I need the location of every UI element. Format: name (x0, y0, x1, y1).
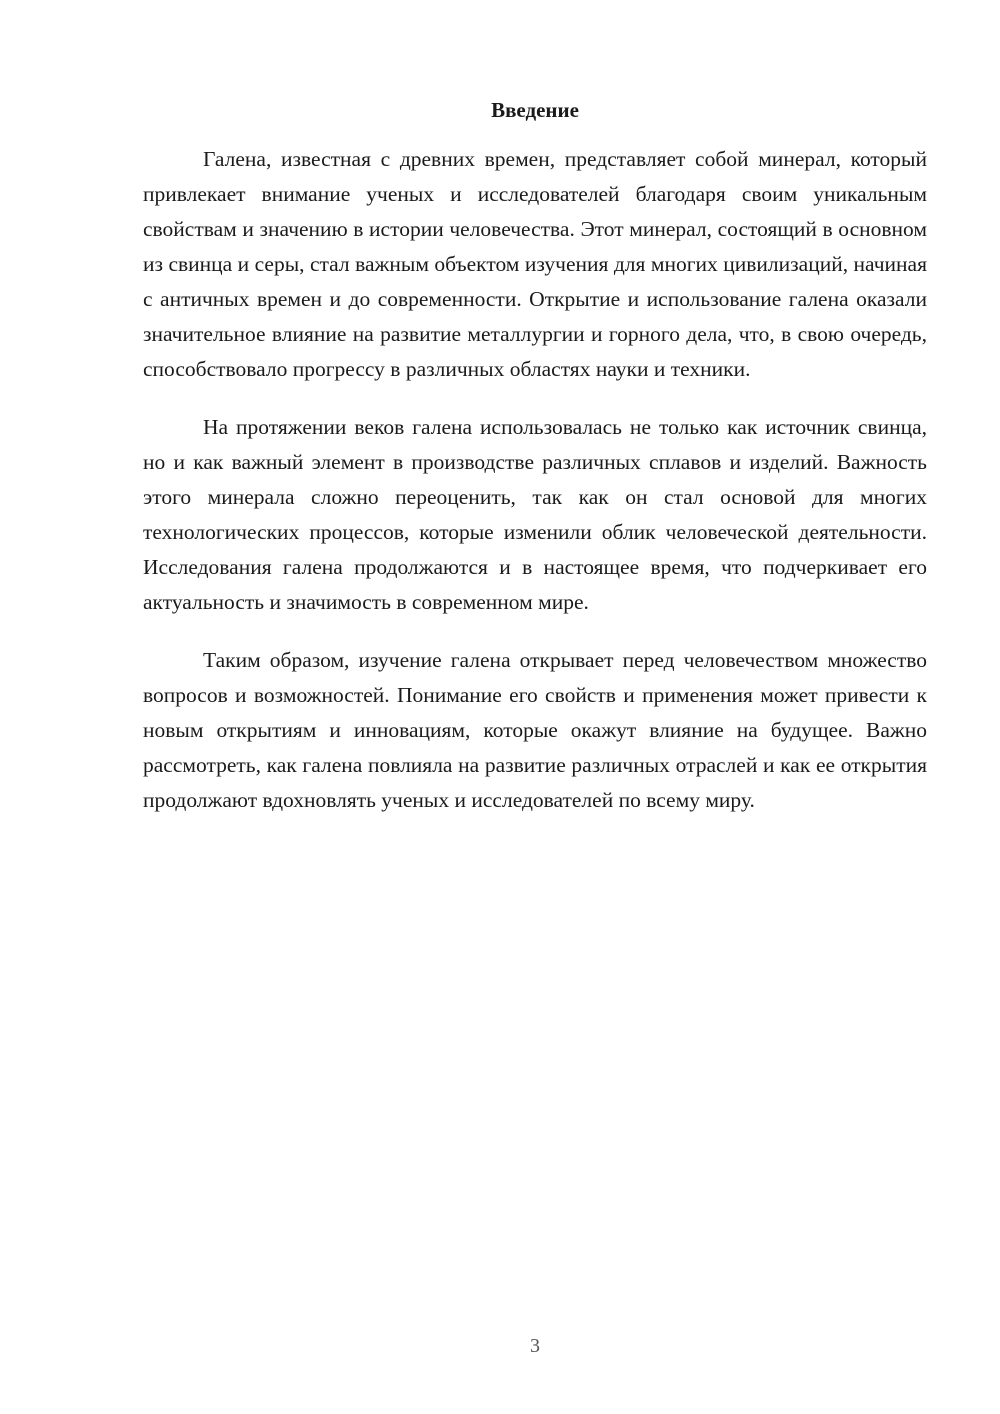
page-number: 3 (530, 1335, 540, 1357)
paragraph-3: Таким образом, изучение галена открывает перед человечеством множество вопросов и возможностей. Понимание его свойств и применения может привести к новым открытиям и инновациям, которые окажут влияние на будущее. Важно рассмотреть, как галена повлияла на развитие различных отраслей и как ее открытия продолжают вдохновлять ученых и исследователей по всему миру. (143, 648, 927, 812)
page-title: Введение (491, 98, 579, 122)
paragraph-2: На протяжении веков галена использовалась не только как источник свинца, но и как важный элемент в производстве различных сплавов и изделий. Важность этого минерала сложно переоценить, так как он стал основой для многих технологических процессов, которые изменили облик человеческой деятельности. Исследования галена продолжаются и в настоящее время, что подчеркивает его актуальность и значимость в современном мире. (143, 415, 927, 614)
page-content (143, 96, 927, 841)
paragraph-1: Галена, известная с древних времен, представляет собой минерал, который привлекает внимание ученых и исследователей благодаря своим уникальным свойствам и значению в истории человечества. Этот минерал, состоящий в основном из свинца и серы, стал важным объектом изучения для многих цивилизаций, начиная с античных времен и до современности. Открытие и использование галена оказали значительное влияние на развитие металлургии и горного дела, что, в свою очередь, способствовало прогрессу в различных областях науки и техники. (143, 147, 927, 381)
